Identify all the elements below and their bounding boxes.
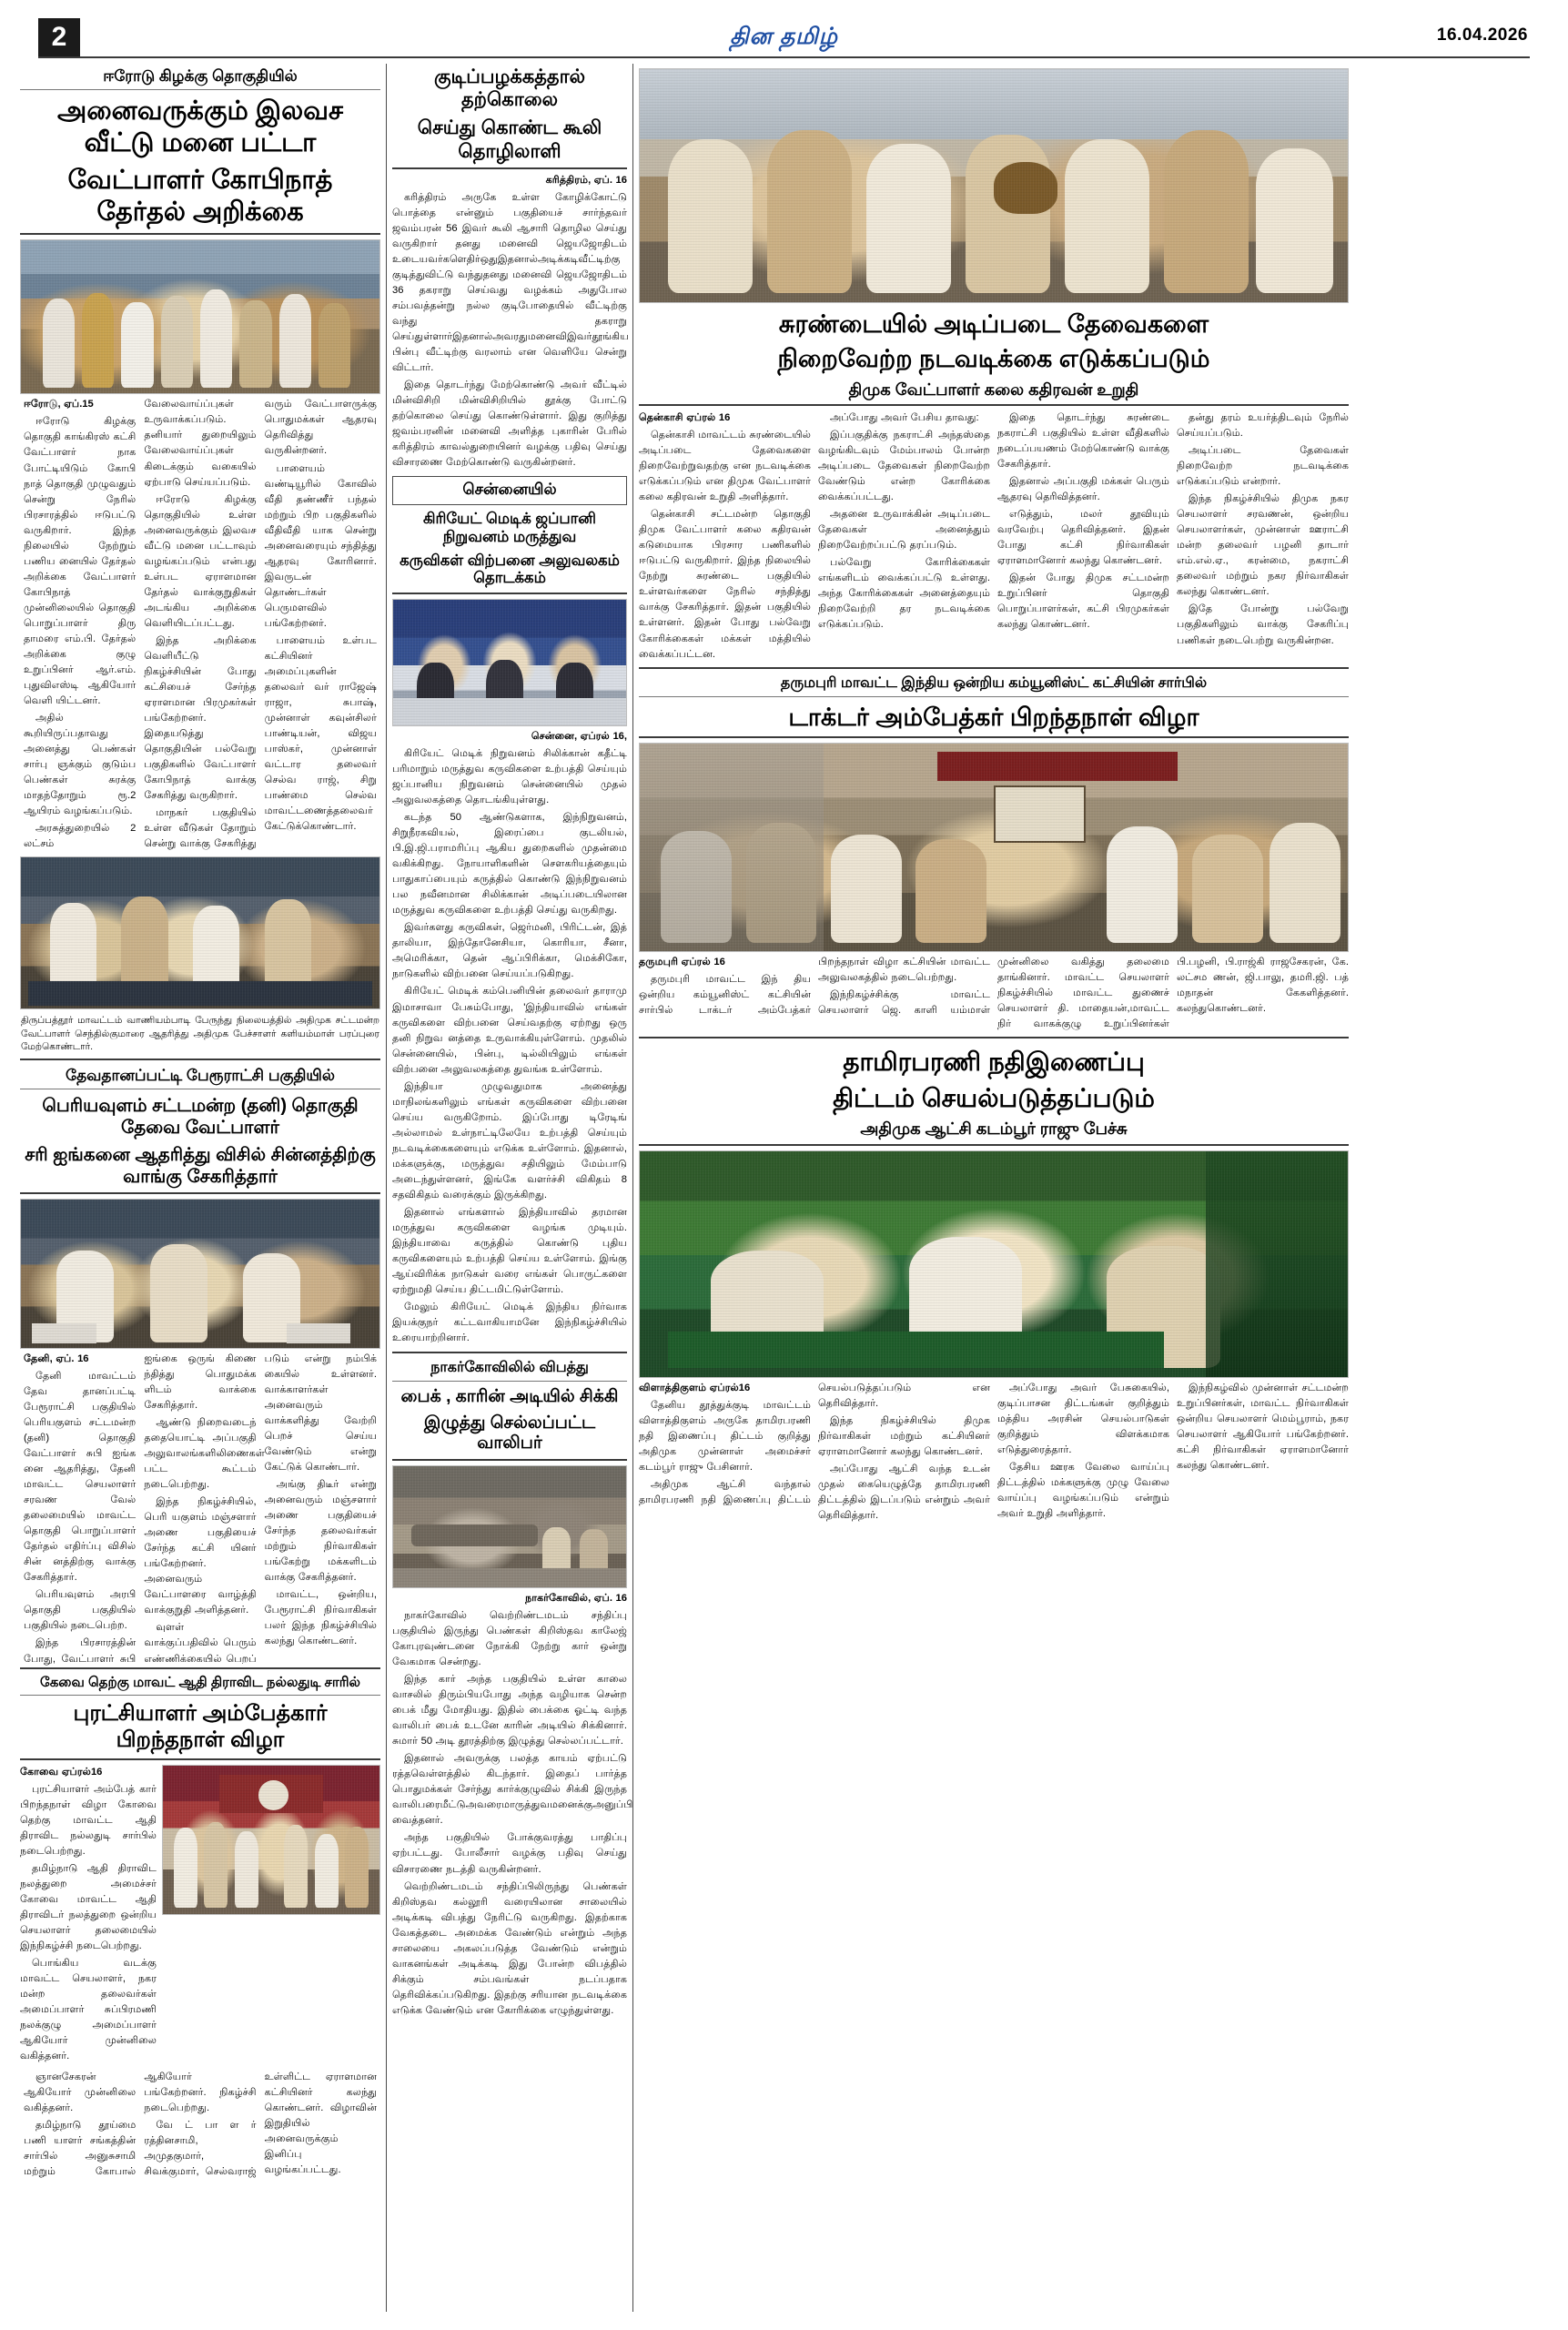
photo-figures [640, 69, 1348, 302]
page-number-badge: 2 [38, 18, 80, 56]
paragraph: இந்நிகழ்வில் முன்னாள் சட்டமன்ற உறுப்பினர்கள், மாவட்ட நிர்வாகிகள் ஒன்றிய செயலாளர் மெம்பூராம், நகர செயலாளர் ஆகியோர் பங்கேற்றனர். கட்சி நிர்வாகிகள் ஏராளமானோர் கலந்து கொண்டனர். [1177, 1382, 1349, 1471]
article-thamirabarani [639, 1037, 1349, 1524]
photo-figures [21, 1200, 379, 1348]
paragraph: இதனால் எங்களால் இந்தியாவில் தரமான மருத்துவ கருவிகளை வழங்க முடியும். இந்தியாவை கருத்தில் கொண்டு புதிய கருவிகளையும் உற்பத்தி செய்ய உள்ளோம். இங்கு ஆய்விரிக்க நாடுகள் வரை எங்கள் பொருட்களை ஏற்றுமதி செய்ய திட்டமிட்டுள்ளோம். [392, 1206, 627, 1295]
paragraph: பெரியவுளம் அரபி தொகுதி பகுதியில் பகுதியில் நடைபெற்ற. [24, 1589, 137, 1632]
headline-erode-line1: அனைவருக்கும் இலவச வீட்டு மனை பட்டா [56, 96, 344, 158]
paragraph: இந்நிகழ்ச்சிக்கு மாவட்ட செயலாளர் ஜெ. காளி யம்மாள் முன்னிலை வகித்து தலைமை தாங்கினார். மாவட்ட செயலாளர் நிகழ்ச்சியில் மாவட்ட துணைச் செயலாளர் தி. மாதையன்,மாவட்ட நிர் வாகக்குழு உறுப்பினர்கள் பி.பழனி, பி.ராஜ்கி ராஜசேகரன், கே. லட்சம ணன், ஜி.பாலு, தமரி.ஜி. பத் மநாதன் கேகளித்தனர். கலந்துகொண்டனர். [818, 956, 1349, 1029]
kicker-nagercoil: நாகர்கோவிலில் விபத்து [392, 1352, 627, 1382]
periyakulam-meeting-photo [20, 1199, 380, 1349]
dateline-suicide: கரித்திரம், ஏப். 16 [545, 174, 627, 186]
paragraph: புரட்சியாளர் அம்பேத் கார் பிறந்தநாள் விழா கோவை தெற்கு மாவட்ட ஆதி திராவிட நல்லதுடி சார்பில் நடைபெற்றது. [20, 1783, 157, 1857]
column-divider [386, 64, 387, 2312]
corporate-panel-photo [392, 599, 627, 726]
article-surandai [639, 306, 1349, 663]
headline-surandai-line1: சுரண்டையில் அடிப்படை தேவைகளை [778, 310, 1209, 338]
paragraph: அதிமுக ஆட்சி வந்தால் தாமிரபரணி நதி இணைப்பு திட்டம் செயல்படுத்தப்படும் என தெரிவித்தார். [639, 1382, 990, 1505]
paragraph: பல்வேறு கோரிக்கைகள் எங்களிடம் வைக்கப்பட்டு உள்ளது. அந்த கோரிக்கைகள் அனைத்தையும் நிறைவேற்றி தர நடவடிக்கை எடுக்கப்படும். [818, 557, 990, 631]
column-center [392, 64, 633, 2312]
paragraph: அடிப்படை தேவைகள் நிறைவேற்ற நடவடிக்கை எடுக்கப்படும் என்றார். [1177, 445, 1349, 488]
article-accident [392, 1352, 633, 2019]
paragraph: பாளையம் உள்பட கட்சியினர் அமைப்புகளின் தலைவர் வர் ராஜேஷ் ராஜா, சுபாஷ், முன்னாள் கவுன்சிலர் பாண்டியன், விஜய பாஸ்கர், முன்னாள் வட்டார தலைவர் செல்வ ராஜ், சிறு பாண்மை செல்வ மாவட்டணைத்தலைவர் கேட்டுக்கொண்டார். [264, 634, 377, 832]
paragraph: தென்காசி சட்டமன்ற தொகுதி திமுக வேட்பாளர் கலை கதிரவன் கடுமையாக பிரசார பணிகளில் ஈடுபட்டு வருகிறார். இந்த நிலையில் நேற்று சுரண்டை பகுதியில் உள்ளவர்களை நேரில் சந்தித்து வாக்கு சேகரித்தார். இதன் பகுதியில் உள்ளனர். இதன் போது பல்வேறு கோரிக்கைகள் மக்கள் மத்தியில் வைக்கப்பட்டன. [639, 509, 811, 660]
headline-dharmapuri-ambedkar: டாக்டர் அம்பேத்கர் பிறந்தநாள் விழா [639, 701, 1349, 738]
paragraph: தேனி மாவட்டம் தேவ தானப்பட்டி பேரூராட்சி பகுதியில் பெரியகுளம் சட்டமன்ற (தனி) தொகுதி வேட்பாளர் சுபி ஐங்க னை ஆதரித்து, தேனி மாவட்ட செயலாளர் சரவண வேல் தலைமையில் மாவட்ட தொகுதி பொறுப்பாளர் தேர்தல் எதிர்ப்பு விசில் சின் னத்திற்கு வாக்கு சேகரித்தார். [24, 1371, 137, 1584]
photo-figures [640, 1151, 1348, 1377]
kicker-chennai: சென்னையில் [462, 481, 557, 499]
body-periyakulam [20, 1352, 380, 1666]
paragraph: ஆண்டு நிறைவடைந் ததையொட்டி அப்பகுதி அலுவாலங்களிலிணைகள் பட்ட கூட்டம் நடைபெற்றது. [144, 1417, 265, 1491]
paragraph: தமிழ்நாடு தூய்மை பணி யாளர் சங்கத்தின் சார்பில் அனுசுசாமி மற்றும் கோபால் ஆகியோர் பங்கேற்றனர். நிகழ்ச்சி நடைபெற்றது. [24, 2072, 257, 2178]
dateline-erode: ஈரோடு, ஏப்.15 [24, 399, 94, 410]
dateline-accident: நாகர்கோவில், ஏப். 16 [525, 1593, 627, 1605]
green-stage-speech-photo [639, 1150, 1349, 1378]
paragraph: ஞானசேகரன் ஆகியோர் முன்னிலை வகித்தனர். [24, 2072, 137, 2114]
article-suicide [392, 64, 627, 471]
headline-suicide-line2: செய்து கொண்ட கூலி தொழிலாளி [392, 115, 627, 168]
paragraph: கிரியேட் மெடிக் கம்பெனியின் தலைவர் தாராமு இமாசாவா பேசும்போது, 'இந்தியாவில் எங்கள் கருவிகளை விற்பனை செய்வதற்கு ஏற்றது ஒரு தனி நிறுவ னத்தை உருவாக்கியுள்ளோம். முதலில் சென்னையில், பின்பு, டில்லியிலும் எங்கள் விற்பனை அலுவலகத்தை துவங்க உள்ளோம். [392, 986, 627, 1075]
paragraph: தேசிய ஊரக வேலை வாய்ப்பு திட்டத்தில் மக்களுக்கு முழு வேலை வாய்ப்பு வழங்கப்படும் என்றும் அவர் உறுதி அளித்தார். [997, 1461, 1169, 1519]
body-surandai [639, 410, 1349, 662]
body-coimbatore-rest [20, 2070, 380, 2180]
paragraph: இந்த நிகழ்ச்சியில், பெரி யகுளம் மஞ்சளார் அணை பகுதியைச் சேர்ந்த கட்சி யினர் பங்கேற்றனர். அனைவரும் வேட்பாளரை வாழ்த்தி வாக்குறுதி அளித்தனர். [144, 1496, 257, 1616]
headline-periyakulam-line2: சரி ஐங்கனை ஆதரித்து விசில் சின்னத்திற்கு வாங்கு சேகரித்தார் [20, 1142, 380, 1194]
photo-figures [640, 744, 1348, 951]
body-dharmapuri [639, 955, 1349, 1032]
caption-tirupattur: திருப்பத்தூர் மாவட்டம் வாணியம்பாடி பேருந்து நிலையத்தில் அதிமுக சட்டமன்ற வேட்பாளர் செந்தில்குமாரை ஆதரித்து அதிமுக பேச்சாளர் களியம்மாள் பரப்புரை மேற்கொண்டார். [21, 1014, 379, 1053]
body-suicide [392, 173, 627, 471]
paragraph: தேனிய தூத்துக்குடி மாவட்டம் விளாத்திகுளம் அருகே தாமிரபரணி நதி இணைப்பு திட்டம் குறித்து அதிமுக முன்னாள் அமைச்சர் கடம்பூர் ராஜு பேசினார். [639, 1399, 811, 1473]
paragraph: மாநகர் பகுதியில் உள்ள வீடுகள் தோறும் சென்று வாக்கு சேகரித்து வரும் வேட்பாளருக்கு பொதுமக்கள் ஆதரவு தெரிவித்து வருகின்றனர். [144, 399, 377, 849]
road-accident-photo [392, 1465, 627, 1588]
paragraph: அதில் கூறியிருப்பதாவது அனைத்து பெண்கள் சார்பு ஞக்கும் குடும்ப பெண்கள் சுரக்கு மாதந்தோறும் ரூ.2 ஆயிரம் வழங்கப்படும். [24, 712, 137, 816]
paragraph: இதை தொடர்ந்து மேற்கொண்டு அவர் வீட்டில் மின்விசிறி மின்விசிறியில் தூக்கு போட்டு தற்கொலை செய்து கொண்டுள்ளார். இது குறித்து ஜவம்பரனின் மனைவி அளித்த புகாரின் பேரில் கரித்திரம் காவல்துறையினர் வழக்கு பதிவு செய்து விசாரணை மேற்கொண்டு வருகின்றனர். [392, 379, 627, 469]
kicker-coimbatore: கேவை தெற்கு மாவட் ஆதி திராவிட நல்லதுடி சாரில் [20, 1667, 380, 1697]
paragraph: பொங்கிய வடக்கு மாவட்ட செயலாளர், நகர மன்ற தலைவர்கள் அமைப்பாளர் சுப்பிரமணி நலக்குழு அமைப்பாளர் ஆகியோர் முன்னிலை வகித்தனர். [20, 1958, 157, 2062]
article-coimbatore-ambedkar [20, 1667, 380, 2181]
headline-thamirabarani-line2: திட்டம் செயல்படுத்தப்படும் [833, 1083, 1155, 1112]
paragraph: அதனை உருவாக்கின் அடிப்படை தேவைகள் அனைத்தும் நிறைவேற்றப்பட்டு தரப்படும். [818, 509, 990, 552]
paragraph: அப்போது அவர் பேசுகையில், குடிப்பாசன திட்டங்கள் குறித்தும் மத்திய அரசின் செயல்பாடுகள் குறித்தும் விளக்கமாக எடுத்துரைத்தார். [997, 1382, 1169, 1455]
paragraph: தென்காசி மாவட்டம் சுரண்டையில் அடிப்படை தேவைகளை நிறைவேற்றுவதற்கு என நடவடிக்கை எடுக்கப்படும் என திமுக வேட்பாளர் கலை கதிரவன் உறுதி அளித்தார். [639, 430, 811, 503]
article-tirupattur-campaign [20, 856, 380, 1059]
paragraph: வுளள் வாக்குப்பதிவில் பெரும் எண்ணிக்கையில் பெறப் படும் என்று நம்பிக் கையில் உள்ளனர். வாக்காளர்கள் அனைவரும் வாக்களித்து வேற்றி பெறச் செய்ய வேண்டும் என்று கேட்டுக் கொண்டார். [144, 1353, 377, 1665]
paragraph: அந்த பகுதியில் போக்குவரத்து பாதிப்பு ஏற்பட்டது. போலீசார் வழக்கு பதிவு செய்து விசாரணை நடத்தி வருகின்றனர். [392, 1832, 627, 1875]
paragraph: அப்போது அவர் பேசிய தாவது: [830, 412, 979, 424]
dateline-dharmapuri: தருமபுரி ஏப்ரல் 16 [639, 956, 725, 967]
paragraph: கிரியேட் மெடிக் நிறுவனம் சிலிக்கான் கதீட்டி பரிமாறும் மருத்துவ கருவிகளை உற்பத்தி செய்யும் ஜப்பானிய நிறுவனம் சென்னையில் முதல் அலுவலகத்தை தொடங்கியுள்ளது. [392, 748, 627, 806]
headline-periyakulam-line1: பெரியவுளம் சட்டமன்ற (தனி) தொகுதி தேவை வேட்பாளர் [42, 1096, 359, 1139]
paragraph: இவர்களது கருவிகள், ஜெர்மனி, பிரிட்டன், இத் தாலியா, இந்தோனேசியா, கொரியா, சீனா, அமெரிக்கா, தென் ஆப்பிரிக்கா, மெக்சிகோ, நாடுகளில் விற்பனை செய்யப்படுகிறது. [392, 922, 627, 980]
paragraph: இந்த அறிக்கை வெளியீட்டு நிகழ்ச்சியின் போது கட்சியைச் சேர்ந்த ஏராளமான பிரமுகர்கள் பங்கேற்றனர். இதையடுத்து தொகுதியின் பல்வேறு பகுதிகளில் வேட்பாளர் கோபிநாத் வாக்கு சேகரித்து வருகிறார். [144, 634, 257, 801]
paragraph: இதனால் அவருக்கு பலத்த காயம் ஏற்பட்டு ரத்தவெள்ளத்தில் கிடந்தார். இதைப் பார்த்த பொதுமக்கள் சேர்ந்து கார்க்குழுவில் சிக்கி இருந்த வாலிபரைமீட்டுஅவரைமாருத்துவமனைக்குஅனுப்பி வைத்தனர். [392, 1753, 633, 1827]
paragraph: மேலும் கிரியேட் மெடிக் இந்திய நிர்வாக இயக்குநர் கட்டவாகியாமனே இந்நிகழ்ச்சியில் உரையாற்றினார். [392, 1301, 627, 1343]
body-thamirabarani [639, 1381, 1349, 1524]
ambedkar-birthday-photo [162, 1765, 380, 1915]
body-createmedic [392, 729, 627, 1346]
paragraph: இந்த பிரசாரத்தின் போது, வேட்பாளர் சுபி ஐங்கை ஒருங் கிணை ந்தித்து பொதுமக்க ளிடம் வாக்கை சேகரித்தார். [24, 1353, 257, 1665]
paragraph: மாவட்ட, ஒன்றிய, பேரூராட்சி நிர்வாகிகள் பலர் இந்த நிகழ்ச்சியில் கலந்து கொண்டனர். [264, 1589, 377, 1647]
body-erode [20, 397, 380, 851]
headline-surandai-line2: நிறைவேற்ற நடவடிக்கை எடுக்கப்படும் [777, 345, 1210, 373]
subhead-thamirabarani: அதிமுக ஆட்சி கடம்பூர் ராஜு பேச்சு [639, 1117, 1349, 1146]
photo-figures [393, 1466, 626, 1587]
headline-erode-line2: வேட்பாளர் கோபிநாத் தேர்தல் அறிக்கை [20, 163, 380, 236]
dateline-periyakulam: தேனி, ஏப். 16 [24, 1353, 89, 1365]
paragraph: இதன் போது திமுக சட்டமன்ற உறுப்பினர் தொகுதி பொறுப்பாளர்கள், கட்சி பிரமுகர்கள் கலந்து கொண்டனர். [997, 572, 1169, 631]
paragraph: வே ட் பா ள ர் ரத்தினசாமி, அமுதகுமார், சிவக்குமார், செல்வராஜ் உள்ளிட்ட ஏராளமான கட்சியினர் கலந்து கொண்டனர். விழாவின் இறுதியில் அனைவருக்கும் இனிப்பு வழங்கப்பட்டது. [144, 2072, 377, 2178]
paragraph: கடந்த 50 ஆண்டுகளாக, இந்நிறுவனம், சிறுநீரகவியல், இரைப்பை குடலியல், பி.இ.ஜி.பராமரிப்பு ஆகிய துறைகளில் முதன்மை வகிக்கிறது. நோயாளிகளின் சௌகரியத்தையும் பாதுகாப்பையும் கருத்தில் கொண்டு இந்நிறுவனம் பல நவீனமான சிலிக்கான் அடிப்படையிலான மருத்துவ கருவிகளை உற்பத்தி செய்து வருகிறது. [392, 812, 627, 917]
paragraph: அரசுத்துறையில் 2 லட்சம் வேலைவாய்ப்புகள் உருவாக்கப்படும். தனியார் துறையிலும் வேலைவாய்ப்புகள் கிடைக்கும் வகையில் ஏற்பாடு செய்யப்படும். [24, 399, 257, 849]
headline-coimbatore-ambedkar: புரட்சியாளர் அம்பேத்கார் பிறந்தநாள் விழா [20, 1699, 380, 1760]
paragraph: இதை தொடர்ந்து சுரண்டை நகராட்சி பகுதியில் உள்ள வீதிகளில் நடைப்பயணம் மேற்கொண்டு வாக்கு சேகரித்தார். [997, 412, 1169, 471]
paragraph: தருமபுரி மாவட்ட இந் திய ஒன்றிய கம்யூனிஸ்ட் கட்சியின் சார்பில் டாக்டர் அம்பேத்கர் பிறந்தநாள் விழா கட்சியின் மாவட்ட அலுவலகத்தில் நடைபெற்றது. [639, 956, 990, 1016]
paragraph: இந்த நிகழ்ச்சியில் திமுக நிர்வாகிகள் மற்றும் கட்சியினர் ஏராளமானோர் கலந்து கொண்டனர். [818, 1414, 990, 1457]
subhead-surandai: திமுக வேட்பாளர் கலை கதிரவன் உறுதி [639, 378, 1349, 407]
masthead-rule [38, 56, 1530, 58]
article-create-medic [392, 476, 627, 1346]
kicker-erode: ஈரோடு கிழக்கு தொகுதியில் [20, 64, 380, 90]
paragraph: வெற்றிண்டமடம் சந்திப்பிலிருந்து பெண்கள் கிறிஸ்தவ கல்லூரி வரையிலான சாலையில் அடிக்கடி விபத்து நேரிட்டு வருகிறது. இதற்காக வேகத்தடை அமைக்க வேண்டும் என்றும் அந்த சாலையை அகலப்படுத்த வேண்டும் என்றும் வாகனங்கள் அடிக்கடி இது போன்ற விபத்தில் சிக்கும் சம்பவங்கள் நடப்பதாக தெரிவிக்கப்படுகிறது. இதற்கு சரியான நடவடிக்கை எடுக்க வேண்டும் என கோரிக்கை எழுந்துள்ளது. [392, 1880, 627, 2016]
dateline-thamirabarani: விளாத்திகுளம் ஏப்ரல்16 [639, 1382, 751, 1393]
ambedkar-portrait-event-photo [639, 743, 1349, 952]
dateline-surandai: தென்காசி ஏப்ரல் 16 [639, 412, 731, 424]
column-right [639, 64, 1349, 2312]
headline-thamirabarani-line1: தாமிரபரணி நதிஇணைப்பு [843, 1048, 1145, 1076]
photo-figures [21, 857, 379, 1008]
dateline-coimbatore: கோவை ஏப்ரல்16 [20, 1766, 103, 1778]
dateline-createmedic: சென்னை, ஏப்ரல் 16, [531, 731, 627, 743]
paragraph: கரித்திரம் அருகே உள்ள கோழிக்கோட்டு பொத்தை என்னும் பகுதியைச் சார்ந்தவர் ஜவம்பரன் 56 இவர் கூலி ஆசாரி தொழில செய்து வருகிறார் தனது மனைவி ஜெயஜோதிடம் உடையவர்களெதிர்ஒதுஇதனால்அடிக்கடிவீட்டிற்கு குடித்துவிட்டு வந்துதனது மனைவி ஜெயஜோதிடம் 36 தகராறு செய்வது வழக்கம் அதுபோல சம்பவத்தன்று நல்ல குடிபோதையில் வீட்டிற்கு வந்து தகராறு செய்துள்ளார்இதனால்அவரதுமனைவிஇவர்தூங்கிய பின்பு வீட்டிற்கு வரலாம் என வெளியே சென்று விட்டார். [392, 191, 629, 373]
article-dharmapuri-ambedkar [639, 667, 1349, 1032]
article-periyakulam [20, 1059, 380, 1667]
page-grid [20, 64, 1548, 2312]
paragraph: பாளையம் வண்டியூரில் கோவில் வீதி தண்ணீர் பந்தல் மற்றும் பிற பகுதிகளில் வீதிவீதி யாக சென்று அனைவரையும் சந்தித்து ஆதரவு கோரினார். இவருடன் தொண்டர்கள் பெருமளவில் பங்கேற்றனர். [264, 462, 377, 629]
paragraph: இப்பகுதிக்கு நகராட்சி அந்தஸ்தை வழங்கிடவும் மேம்பாலம் போன்ற அடிப்படை தேவைகள் நிறைவேற்ற வேண்டும் என்ற கோரிக்கை வைக்கப்பட்டது. [818, 430, 990, 503]
paragraph: இந்த கார் அந்த பகுதியில் உள்ள காலை வாசலில் திரும்பியபோது அந்த வழியாக சென்ற பைக் மீது மோதியது. இதில் பைக்கை ஓட்டி வந்த வாலிபர் பைக் உடனே காரின் அடியில் சிக்கினார். சுமார் 50 அடி தூரத்திற்கு இழுத்து செல்லப்பட்டார். [392, 1674, 627, 1748]
photo-figures [163, 1766, 379, 1914]
photo-figures [21, 240, 379, 393]
erode-campaign-photo [20, 239, 380, 394]
kicker-periyakulam: தேவதானப்பட்டி பேரூராட்சி பகுதியில் [20, 1059, 380, 1089]
body-accident [392, 1591, 633, 2018]
paragraph: எடுத்தும், மலர் தூவியும் வரவேற்பு தெரிவித்தனர். இதன் போது கட்சி நிர்வாகிகள் ஏராளமானோர் கலந்து கொண்டனர். [997, 509, 1169, 567]
paragraph: இதனால் அப்பகுதி மக்கள் பெரும் ஆதரவு தெரிவித்தனர். [997, 476, 1169, 503]
paragraph: இந்தியா முழுவதுமாக அனைத்து மாநிலங்களிலும் எங்கள் கருவிகளை விற்பனை செய்ய வருகிறோம். இப்போது டிரேடிங் அல்லாமல் உள்நாட்டிலேயே உற்பத்தி செய்யும் நடவடிக்கைகளையும் எடுக்க உள்ளோம். இதனால், மக்களுக்கு, மருத்துவ சதியிலும் மேம்பாடு அடைந்துள்ளனர், இங்கே வளர்ச்சி விகிதம் 8 சதவிகிதம் வரைக்கும் இருக்கிறது. [392, 1080, 627, 1200]
paragraph: அப்போது ஆட்சி வந்த உடன் முதல் கையெழுத்தே தாமிரபரணி திட்டத்தில் இடப்படும் என்றும் அவர் தெரிவித்தார். [818, 1463, 990, 1521]
paragraph: தமிழ்நாடு ஆதி திராவிட நலத்துறை அமைச்சர் கோவை மாவட்ட ஆதி திராவிடர் நலத்துறை ஒன்றிய செயலாளர் தலைமையில் இந்நிகழ்ச்சி நடைபெற்றது. [20, 1862, 157, 1952]
article-erode-manifesto [20, 64, 380, 852]
column-divider [632, 64, 633, 2312]
photo-figures [393, 600, 626, 725]
headline-accident-line1: பைக் , காரின் அடியில் சிக்கி [400, 1386, 619, 1406]
headline-accident-line2: இழுத்து செல்லப்பட்ட வாலிபர் [392, 1412, 627, 1462]
headline-createmedic-line1: கிரியேட் மெடிக் ஜப்பானி நிறுவனம் மருத்துவ [422, 511, 597, 545]
masthead-date: 16.04.2026 [1436, 25, 1528, 45]
paragraph: இதே போன்று பல்வேறு பகுதிகளிலும் வாக்கு சேகரிப்பு பணிகள் நடைபெற்று வருகின்றன. [1177, 603, 1349, 646]
paragraph: இந்த நிகழ்ச்சியில் திமுக நகர செயலாளர் சரவணன், ஒன்றிய செயலாளர்கள், முன்னாள் ஊராட்சி மன்ற தலைவர் பழனி தாடார் எம்.எல்.ஏ., கரன்மை, நகராட்சி தலைவர் மற்றும் நகர நிர்வாகிகள் கலந்து கொண்டனர். [1177, 493, 1349, 598]
tirupattur-stage-photo [20, 856, 380, 1009]
kicker-dharmapuri: தருமபுரி மாவட்ட இந்திய ஒன்றிய கம்யூனிஸ்ட் கட்சியின் சார்பில் [639, 667, 1349, 697]
masthead [20, 0, 1548, 56]
paragraph: ஈரோடு கிழக்கு தொகுதி காங்கிரஸ் கட்சி வேட்பாளர் நாக போட்டியிடும் கோபி நாத் தொகுதி முழுவதும் சென்று நேரில் பிரசாரத்தில் ஈடுபட்டு வருகிறார். இந்த நிலையில் நேற்றும் பணிய னையில் தேர்தல் அறிக்கை வேட்பாளர் கோபிநாத் முன்னிலையில் தொகுதி பொறுப்பாளர் திரு தாமரை எம்.பி. தேர்தல் அறிக்கை குழு உறுப்பினர் ஆர்.எம். புதுவிஎஸ்டி ஆகியோர் வெளி யிட்டனர். [24, 416, 137, 706]
paragraph: தன்து தரம் உயர்த்திடவும் நேரில் செய்யப்படும். [1177, 412, 1349, 440]
column-left [20, 64, 380, 2312]
paragraph: ஈரோடு கிழக்கு தொகுதியில் உள்ள அனைவருக்கும் இலவச வீட்டு மனை பட்டாவும் வழங்கப்படும் என்பது உள்பட ஏராளமான தேர்தல் வாக்குறுதிகள் அடங்கிய அறிக்கை வெளியிடப்பட்டது. [144, 493, 257, 629]
headline-suicide-line1: குடிப்பழக்கத்தால் தற்கொலை [433, 66, 586, 111]
body-coimbatore-left [20, 1765, 157, 2066]
paragraph: அங்கு திடீர் என்று அனைவரும் மஞ்சளார் அணை பகுதியைச் சேர்ந்த தலைவர்கள் மற்றும் நிர்வாகிகள் பங்கேற்று மக்களிடம் வாக்கு சேகரித்தனர். [264, 1479, 377, 1584]
kicker-box-chennai [392, 476, 627, 505]
headline-createmedic-line2: கருவிகள் விற்பனை அலுவலகம் தொடக்கம் [392, 551, 627, 595]
pot-ceremony-photo [639, 68, 1349, 303]
paragraph: நாகர்கோவில் வெற்றிண்டமடம் சந்திப்பு பகுதியில் இருந்து பெண்கள் கிறிஸ்தவ காலேஜ் கோபுரவுண்டனை நோக்கி நேற்று கார் ஒன்று வேகமாக சென்றது. [392, 1610, 627, 1668]
masthead-title: தின தமிழ் [730, 24, 838, 49]
